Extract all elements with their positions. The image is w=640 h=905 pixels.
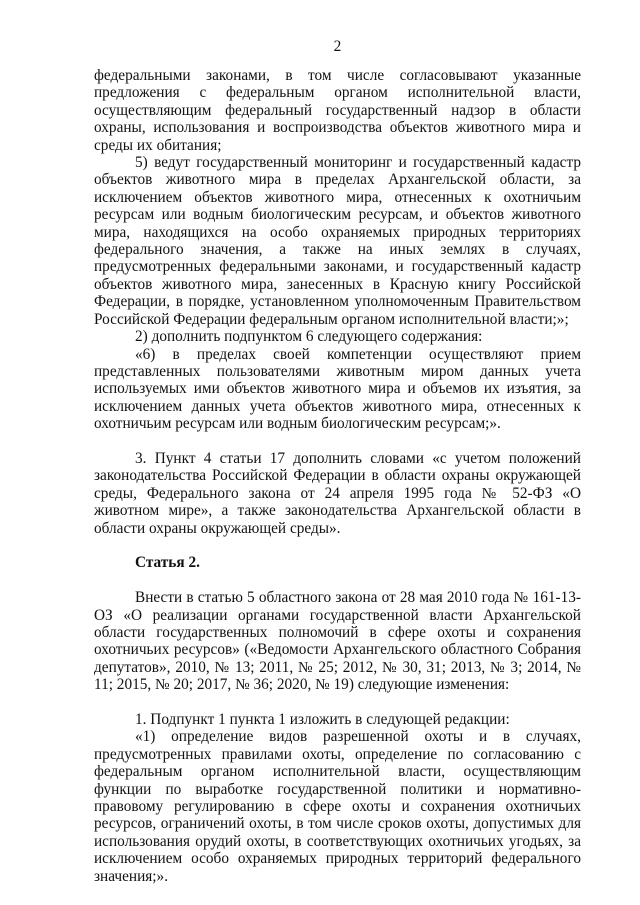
paragraph-point-1: 1. Подпункт 1 пункта 1 изложить в следующей редакции: xyxy=(135,710,510,728)
paragraph-point-3: 3. Пункт 4 статьи 17 дополнить словами «с учетом положений законодательства Российской Федерации в области охраны окружающей среды, Федерального закона от 24 апреля 1995 года № 52-ФЗ «О животном мире», а также законодательства Архангельской области в области охраны окружающей среды». xyxy=(94,449,581,537)
paragraph-federal-laws: федеральными законами, в том числе согласовывают указанные предложения с федеральным органом исполнительной власти, осуществляющим федеральный государственный надзор в области охраны, использования и воспроизводства объектов животного мира и среды их обитания; xyxy=(94,67,581,154)
article-2-heading: Статья 2. xyxy=(135,554,200,572)
paragraph-item-5: 5) ведут государственный мониторинг и государственный кадастр объектов животного мира в пределах Архангельской области, за исключением объектов животного мира, отнесенных к охотничьим ресурсам или водным биологическим ресурсам, и объектов животного мира, находящихся на особо охраняемых природных территориях федерального значения, а также на иных землях в случаях, предусмотренных федеральными законами, и государственный кадастр объектов животного мира, занесенных в Красную книгу Российской Федерации, в порядке, установленном уполномоченным Правительством Российской Федерации федеральным органом исполнительной власти;»; xyxy=(94,154,581,328)
paragraph-article-2-intro: Внести в статью 5 областного закона от 28 мая 2010 года № 161-13-ОЗ «О реализации органами государственной власти Архангельской области государственных полномочий в сфере охоты и сохранения охотничьих ресурсов» («Ведомости Архангельского областного Собрания депутатов», 2010, № 13; 2011, № 25; 2012, № 30, 31; 2013, № 3; 2014, № 11; 2015, № 20; 2017, № 36; 2020, № 19) следующие изменения: xyxy=(94,589,581,694)
spacer xyxy=(94,694,581,711)
spacer xyxy=(94,537,581,554)
paragraph-item-6-quote: «6) в пределах своей компетенции осуществляют прием представленных пользователями животным миром данных учета используемых ими объектов животного мира и объемов их изъятия, за исключением данных учета объектов животного мира, отнесенных к охотничьим ресурсам или водным биологическим ресурсам;». xyxy=(94,345,581,433)
paragraph-item-2-add: 2) дополнить подпунктом 6 следующего содержания: xyxy=(135,328,483,346)
paragraph-item-1-quote: «1) определение видов разрешенной охоты и в случаях, предусмотренных правилами охоты, определение по согласованию с федеральным органом исполнительной власти, осуществляющим функции по выработке государственной политики и нормативно-правовому регулированию в сфере охоты и сохранения охотничьих ресурсов, ограничений охоты, в том числе сроков охоты, допустимых для использования орудий охоты, в соответствующих охотничьих угодьях, за исключением особо охраняемых природных территорий федерального значения;». xyxy=(94,728,581,885)
spacer xyxy=(94,572,581,589)
spacer xyxy=(94,433,581,450)
page-number: 2 xyxy=(333,38,342,55)
